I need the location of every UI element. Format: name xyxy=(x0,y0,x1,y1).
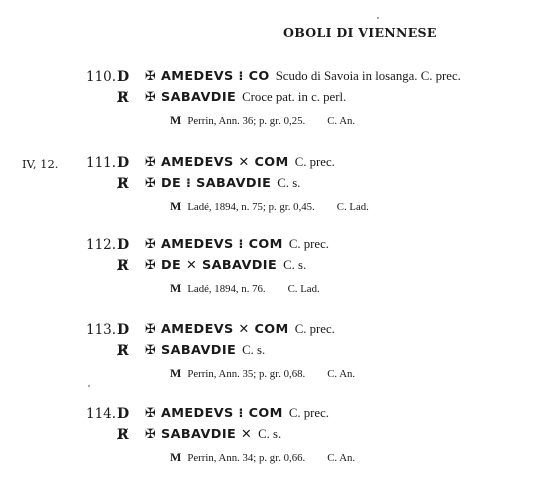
reverse-line xyxy=(145,427,281,442)
reverse-description: C. s. xyxy=(242,343,266,357)
catalog-entry xyxy=(0,69,537,139)
entry-reference xyxy=(170,199,369,214)
reference-source: Perrin, Ann. 34; p. gr. 0,66. xyxy=(187,452,306,464)
collection-label: C. An. xyxy=(327,368,356,380)
collection-label: C. Lad. xyxy=(336,201,369,213)
metal-mark: M xyxy=(170,281,182,295)
entry-number: 114. xyxy=(86,406,117,422)
reverse-description: C. s. xyxy=(283,258,307,272)
print-speck xyxy=(377,17,379,19)
metal-mark: M xyxy=(170,113,182,127)
entry-number: 111. xyxy=(86,155,117,171)
obverse-line xyxy=(145,237,329,252)
collection-label: C. An. xyxy=(327,115,356,127)
reverse-legend: ✠ SABAVDIE ✕ xyxy=(145,427,253,442)
obverse-description: C. prec. xyxy=(294,155,335,169)
entry-reference xyxy=(170,450,355,465)
reverse-sigla: R̸ xyxy=(117,90,129,106)
reverse-line xyxy=(145,258,306,273)
obverse-description: C. prec. xyxy=(288,406,329,420)
reverse-sigla: R̸ xyxy=(117,343,129,359)
reverse-description: C. s. xyxy=(258,427,282,441)
obverse-line xyxy=(145,406,329,421)
entry-number: 113. xyxy=(86,322,117,338)
obverse-sigla: D xyxy=(117,155,130,171)
obverse-legend: ✠ AMEDEVS ⁝ COM xyxy=(145,406,283,421)
obverse-sigla: D xyxy=(117,237,130,253)
reference-source: Ladé, 1894, n. 76. xyxy=(187,283,266,295)
obverse-description: Scudo di Savoia in losanga. C. prec. xyxy=(275,69,461,83)
obverse-sigla: D xyxy=(117,69,130,85)
reverse-description: C. s. xyxy=(277,176,301,190)
metal-mark: M xyxy=(170,199,182,213)
reverse-legend: ✠ DE ✕ SABAVDIE xyxy=(145,258,278,273)
plate-reference: IV, 12. xyxy=(22,157,59,171)
metal-mark: M xyxy=(170,450,182,464)
obverse-sigla: D xyxy=(117,406,130,422)
page-title: OBOLI DI VIENNESE xyxy=(283,25,437,40)
reverse-line xyxy=(145,343,265,358)
obverse-legend: ✠ AMEDEVS ⁝ CO xyxy=(145,69,270,84)
entry-reference xyxy=(170,113,355,128)
obverse-legend: ✠ AMEDEVS ⁝ COM xyxy=(145,237,283,252)
catalog-entry xyxy=(0,237,537,307)
obverse-description: C. prec. xyxy=(294,322,335,336)
reverse-sigla: R̸ xyxy=(117,427,129,443)
obverse-legend: ✠ AMEDEVS ✕ COM xyxy=(145,322,289,337)
obverse-line xyxy=(145,155,335,170)
reverse-sigla: R̸ xyxy=(117,258,129,274)
catalog-entry xyxy=(0,155,537,225)
reference-source: Perrin, Ann. 35; p. gr. 0,68. xyxy=(187,368,306,380)
obverse-line xyxy=(145,322,335,337)
reverse-line xyxy=(145,90,346,105)
reference-source: Ladé, 1894, n. 75; p. gr. 0,45. xyxy=(187,201,315,213)
reverse-legend: ✠ SABAVDIE xyxy=(145,90,237,105)
catalog-entry xyxy=(0,406,537,476)
catalog-entry xyxy=(0,322,537,392)
print-speck xyxy=(88,385,90,387)
entry-reference xyxy=(170,366,355,381)
reverse-description: Croce pat. in c. perl. xyxy=(242,90,347,104)
entry-number: 112. xyxy=(86,237,117,253)
reverse-sigla: R̸ xyxy=(117,176,129,192)
obverse-description: C. prec. xyxy=(288,237,329,251)
entry-reference xyxy=(170,281,320,296)
obverse-line xyxy=(145,69,461,84)
reverse-line xyxy=(145,176,300,191)
reverse-legend: ✠ SABAVDIE xyxy=(145,343,237,358)
obverse-sigla: D xyxy=(117,322,130,338)
entry-number: 110. xyxy=(86,69,117,85)
reference-source: Perrin, Ann. 36; p. gr. 0,25. xyxy=(187,115,306,127)
reverse-legend: ✠ DE ⁝ SABAVDIE xyxy=(145,176,272,191)
obverse-legend: ✠ AMEDEVS ✕ COM xyxy=(145,155,289,170)
collection-label: C. Lad. xyxy=(287,283,320,295)
metal-mark: M xyxy=(170,366,182,380)
collection-label: C. An. xyxy=(327,452,356,464)
